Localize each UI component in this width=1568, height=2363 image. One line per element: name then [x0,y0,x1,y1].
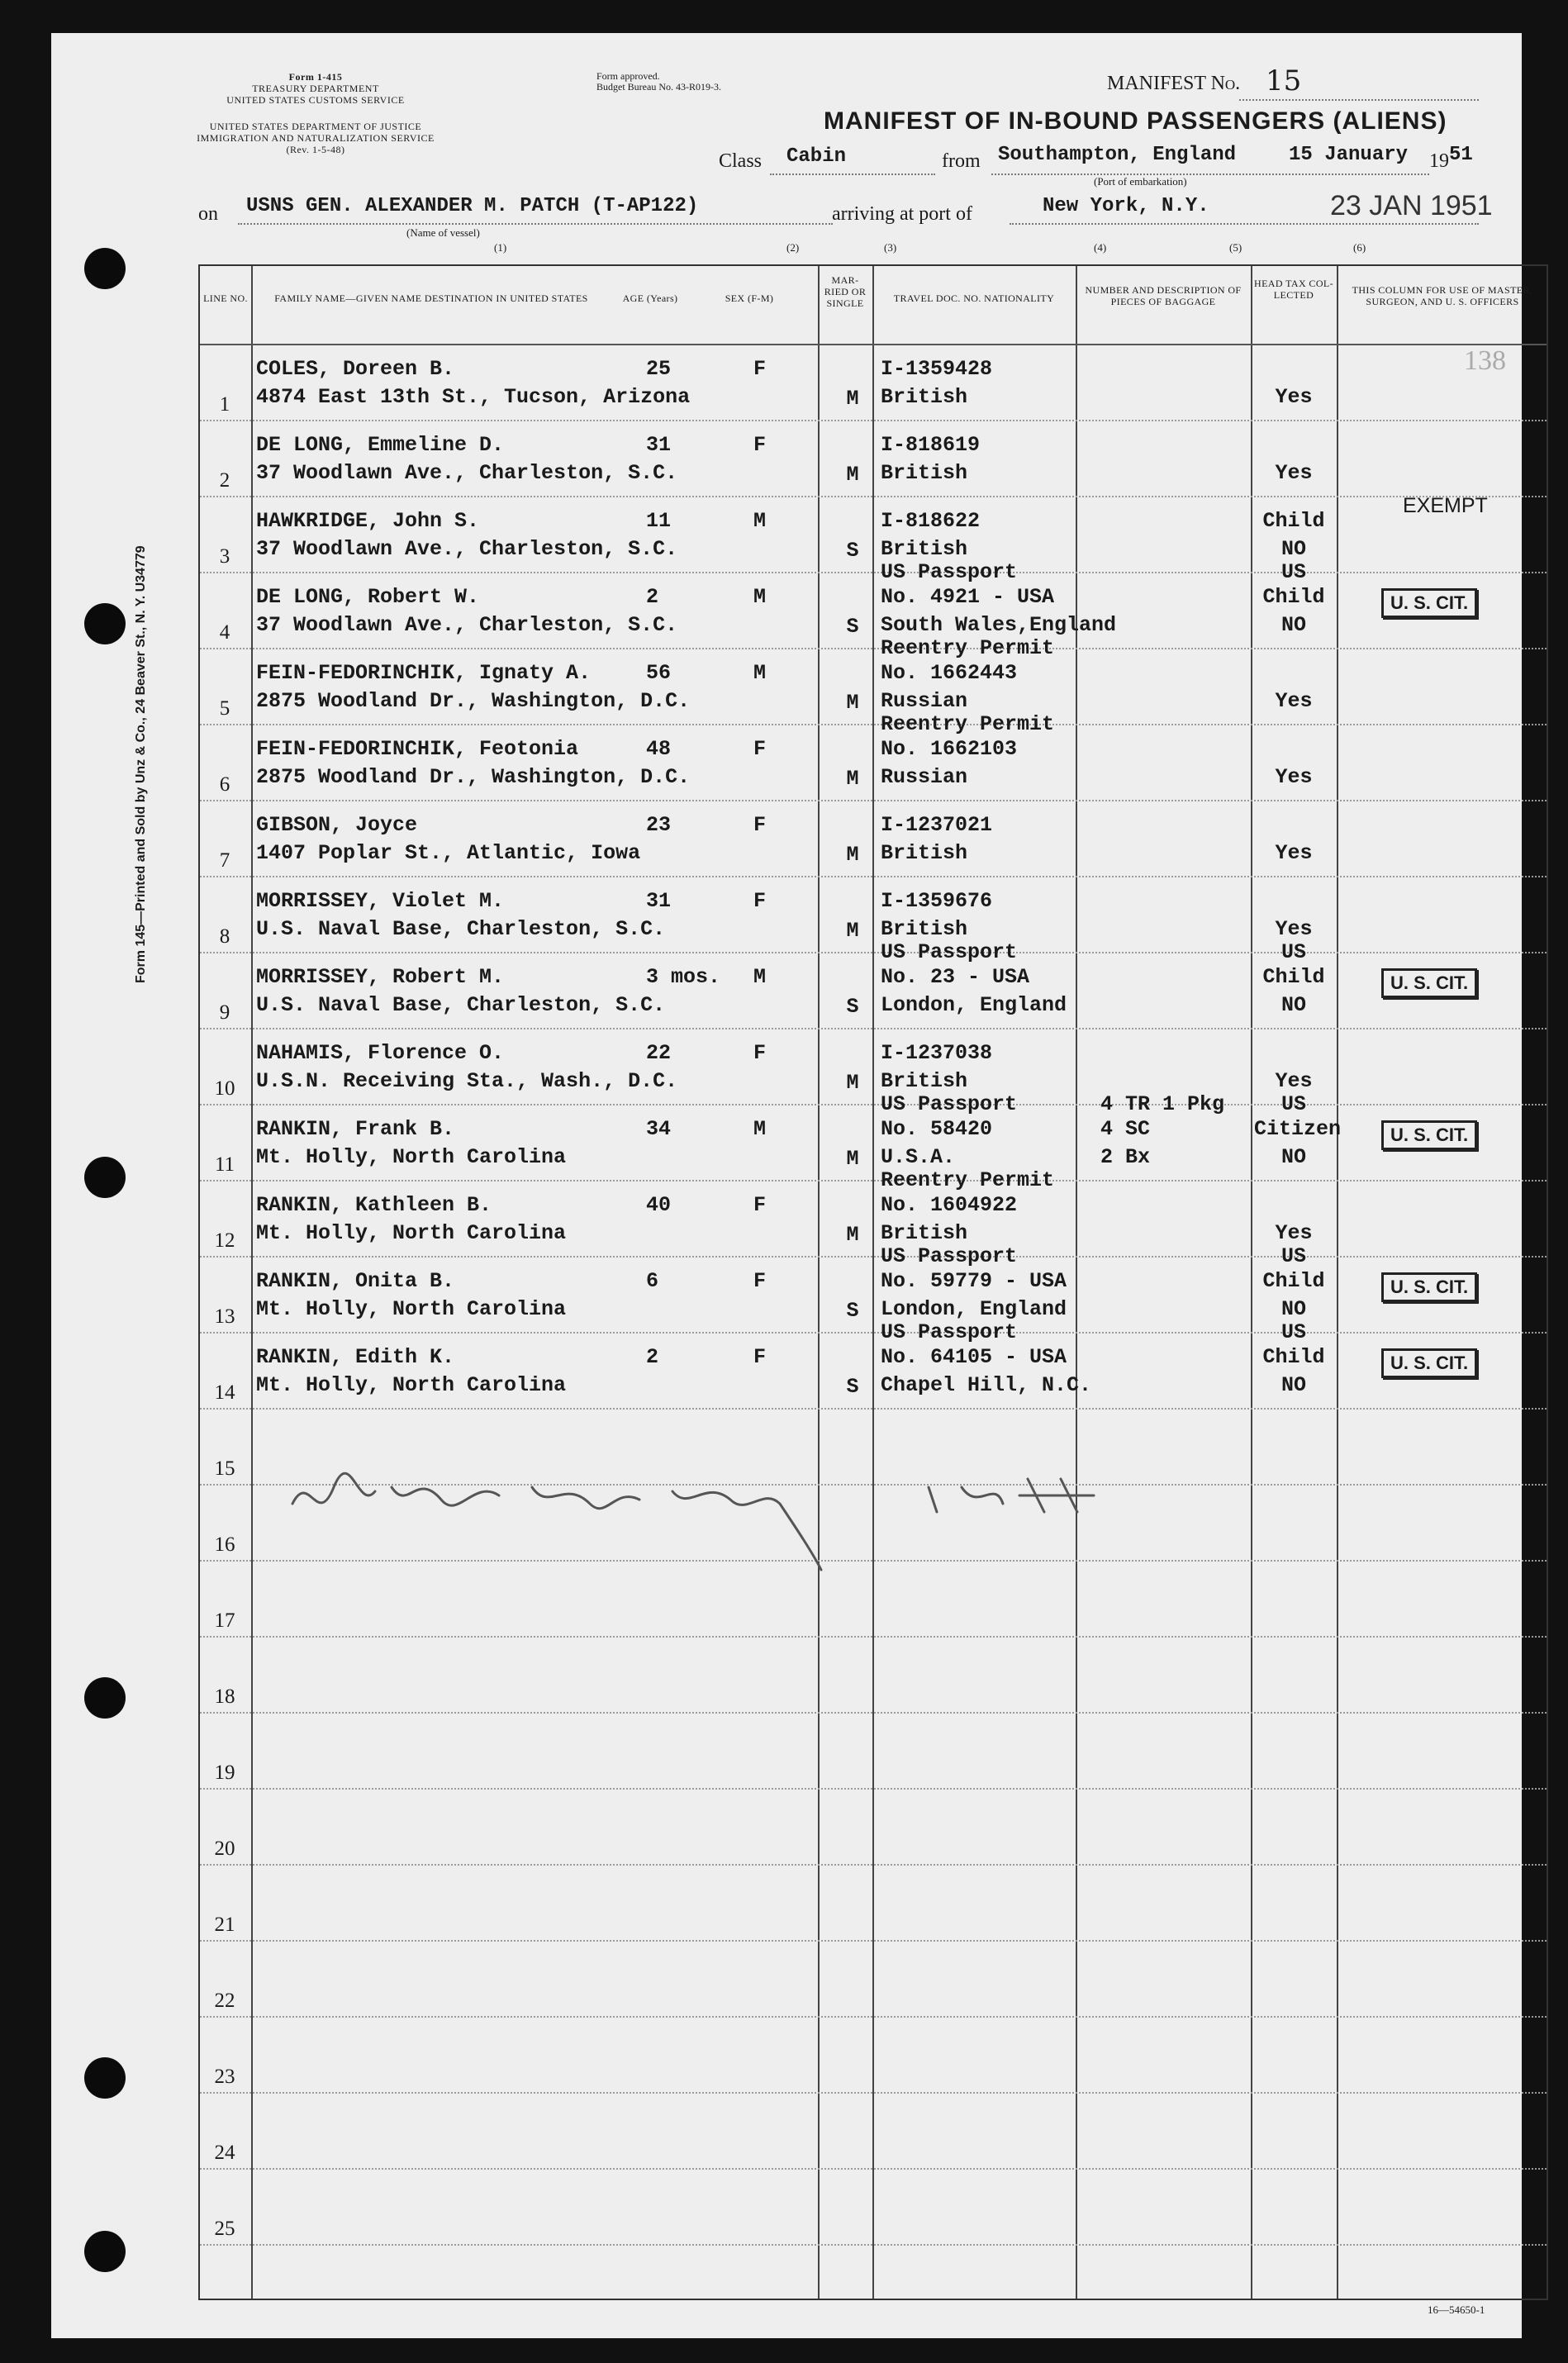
head-tax-line-1: US [1281,1092,1306,1116]
arriving-label: arriving at port of [832,203,972,225]
passenger-sex: M [753,1117,767,1141]
line-number: 8 [219,925,230,948]
travel-doc-type: US Passport [881,940,1018,964]
col-num-4: (4) [1094,241,1107,254]
head-tax-line-3: NO [1281,1297,1306,1321]
manifest-no-line [1239,99,1479,101]
nationality: Chapel Hill, N.C. [881,1373,1092,1397]
form-number: Form 1-415 [288,71,343,83]
passenger-destination: 2875 Woodland Dr., Washington, D.C. [256,765,691,789]
head-tax-line-1: US [1281,560,1306,584]
table-row [200,1092,1547,1182]
passenger-age: 11 [646,509,672,533]
table-row [200,940,1547,1029]
baggage-line-1: 4 TR 1 Pkg [1100,1092,1225,1116]
table-row [200,560,1547,649]
us-citizen-stamp: U. S. CIT. [1381,1272,1477,1302]
marital-status: S [846,1299,859,1323]
passenger-sex: F [753,1269,767,1293]
line-number: 2 [219,469,230,492]
travel-doc-number: No. 64105 - USA [881,1345,1067,1369]
line-number: 1 [219,393,230,416]
travel-doc-number: I-1359676 [881,889,993,913]
travel-doc-number: I-818619 [881,433,981,457]
table-row [200,345,1547,421]
vessel-line [238,223,833,225]
travel-doc-number: No. 1662103 [881,737,1018,761]
col-header-married: MAR-RIED OR SINGLE [824,274,867,309]
passenger-name: FEIN-FEDORINCHIK, Ignaty A. [256,661,592,685]
form-code: 16—54650-1 [1428,2304,1485,2316]
marital-status: M [846,919,859,943]
marital-status: M [846,387,859,411]
us-citizen-stamp: U. S. CIT. [1381,1348,1477,1378]
table-row-empty [200,1866,1547,1942]
passenger-destination: Mt. Holly, North Carolina [256,1221,567,1245]
passenger-sex: M [753,585,767,609]
table-row [200,1244,1547,1334]
line-number: 21 [214,1914,235,1936]
passenger-sex: M [753,965,767,989]
document-title: MANIFEST OF IN-BOUND PASSENGERS (ALIENS) [824,107,1447,135]
nationality: British [881,841,968,865]
head-tax-line-2: Child [1262,1345,1325,1369]
nationality: London, England [881,993,1067,1017]
table-row [200,1168,1547,1258]
form-approved: Form approved. [596,70,660,82]
port-line [1010,223,1479,225]
marital-status: M [846,1223,859,1247]
us-citizen-stamp: U. S. CIT. [1381,968,1477,998]
table-row [200,712,1547,801]
marital-status: M [846,1071,859,1095]
passenger-name: RANKIN, Frank B. [256,1117,455,1141]
col-num-2: (2) [786,241,800,254]
nationality: British [881,1069,968,1093]
passenger-sex: F [753,1041,767,1065]
passenger-name: COLES, Doreen B. [256,357,455,381]
line-number: 5 [219,697,230,720]
head-tax-line-3: NO [1281,537,1306,561]
col-header-baggage: NUMBER AND DESCRIPTION OF PIECES OF BAGGAGE [1085,284,1242,307]
passenger-age: 22 [646,1041,672,1065]
marital-status: S [846,539,859,563]
line-number: 4 [219,621,230,644]
vessel-name: USNS GEN. ALEXANDER M. PATCH (T-AP122) [246,195,699,217]
passenger-age: 48 [646,737,672,761]
head-tax-line-1: US [1281,1320,1306,1344]
line-number: 23 [214,2066,235,2088]
passenger-age: 6 [646,1269,659,1293]
class-label: Class [719,150,763,172]
line-number: 15 [214,1457,235,1480]
line-number: 14 [214,1381,235,1404]
nationality: Russian [881,689,968,713]
table-row [200,801,1547,877]
travel-doc-number: I-818622 [881,509,981,533]
table-row-empty [200,2170,1547,2246]
head-tax-line-2: Citizen [1254,1117,1342,1141]
head-tax-line-3: Yes [1275,1221,1313,1245]
passenger-sex: M [753,661,767,685]
line-number: 3 [219,545,230,568]
passenger-destination: 2875 Woodland Dr., Washington, D.C. [256,689,691,713]
head-tax-line-3: NO [1281,1373,1306,1397]
table-row-empty [200,2094,1547,2170]
passenger-name: MORRISSEY, Robert M. [256,965,505,989]
col-header-name: FAMILY NAME—GIVEN NAME DESTINATION IN UNITED STATES [274,292,588,304]
ins-service: IMMIGRATION AND NATURALIZATION SERVICE [197,132,435,144]
arrival-port: New York, N.Y. [1043,195,1209,217]
line-number: 18 [214,1685,235,1708]
marital-status: M [846,767,859,791]
travel-doc-number: No. 58420 [881,1117,993,1141]
line-number: 9 [219,1001,230,1024]
from-line [991,174,1429,175]
binder-hole [84,603,126,644]
passenger-age: 31 [646,433,672,457]
passenger-destination: 37 Woodlawn Ave., Charleston, S.C. [256,461,678,485]
nationality: British [881,385,968,409]
line-number: 12 [214,1229,235,1252]
passenger-age: 2 [646,1345,659,1369]
head-tax-line-3: Yes [1275,385,1313,409]
table-row [200,1320,1547,1410]
marital-status: M [846,1147,859,1171]
passenger-age: 40 [646,1193,672,1217]
col-header-sex: SEX (F-M) [725,292,774,304]
passenger-name: GIBSON, Joyce [256,813,418,837]
travel-doc-number: No. 1604922 [881,1193,1018,1217]
travel-doc-type: Reentry Permit [881,636,1055,660]
head-tax-line-3: Yes [1275,461,1313,485]
binder-hole [84,2231,126,2272]
port-embark-label: (Port of embarkation) [1094,175,1187,188]
travel-doc-number: I-1237038 [881,1041,993,1065]
passenger-age: 56 [646,661,672,685]
form-approval [596,71,721,93]
head-tax-line-3: NO [1281,1145,1306,1169]
line-number: 7 [219,849,230,872]
travel-doc-type: Reentry Permit [881,712,1055,736]
line-number: 24 [214,2142,235,2164]
passenger-age: 2 [646,585,659,609]
passenger-name: DE LONG, Emmeline D. [256,433,505,457]
passenger-destination: U.S. Naval Base, Charleston, S.C. [256,917,666,941]
col-num-1: (1) [494,241,507,254]
passenger-destination: U.S. Naval Base, Charleston, S.C. [256,993,666,1017]
head-tax-line-3: Yes [1275,917,1313,941]
col-num-6: (6) [1353,241,1366,254]
nationality: South Wales,England [881,613,1117,637]
col-header-travel: TRAVEL DOC. NO. NATIONALITY [893,292,1055,304]
year-prefix: 19 [1429,150,1449,172]
passenger-sex: F [753,889,767,913]
line-number: 25 [214,2218,235,2240]
passenger-sex: M [753,509,767,533]
row-dotted-line [200,2244,1547,2246]
col-header-age: AGE (Years) [622,292,678,304]
class-value: Cabin [786,145,847,168]
nationality: London, England [881,1297,1067,1321]
travel-doc-type: Reentry Permit [881,1168,1055,1192]
passenger-sex: F [753,737,767,761]
binder-hole [84,2057,126,2099]
table-row [200,421,1547,497]
table-row [200,877,1547,953]
baggage-line-3: 2 Bx [1100,1145,1151,1169]
manifest-sheet [51,33,1533,2338]
line-number: 16 [214,1533,235,1556]
passenger-destination: Mt. Holly, North Carolina [256,1145,567,1169]
marital-status: M [846,691,859,715]
table-row-empty [200,1714,1547,1790]
customs-service: UNITED STATES CUSTOMS SERVICE [226,94,405,106]
manifest-table [198,264,1548,2300]
travel-doc-type: US Passport [881,1244,1018,1268]
passenger-name: RANKIN, Kathleen B. [256,1193,492,1217]
passenger-destination: 37 Woodlawn Ave., Charleston, S.C. [256,537,678,561]
travel-doc-number: I-1237021 [881,813,993,837]
arrival-date-stamp: 23 JAN 1951 [1330,190,1493,221]
head-tax-line-2: Child [1262,965,1325,989]
class-line [770,174,935,175]
head-tax-line-3: NO [1281,993,1306,1017]
head-tax-line-2: Child [1262,585,1325,609]
head-tax-line-1: US [1281,1244,1306,1268]
budget-bureau: Budget Bureau No. 43-R019-3. [596,81,721,93]
table-row-empty [200,1942,1547,2018]
line-number: 20 [214,1838,235,1860]
from-value: Southampton, England [998,144,1237,166]
travel-doc-type: US Passport [881,1320,1018,1344]
travel-doc-number: I-1359428 [881,357,993,381]
col-header-line: LINE NO. [203,292,248,304]
travel-doc-number: No. 4921 - USA [881,585,1055,609]
line-number: 17 [214,1609,235,1632]
passenger-name: HAWKRIDGE, John S. [256,509,480,533]
table-row [200,494,1547,573]
us-citizen-stamp: U. S. CIT. [1381,588,1477,618]
binder-hole [84,1677,126,1719]
head-tax-line-3: Yes [1275,765,1313,789]
us-citizen-stamp: U. S. CIT. [1381,1120,1477,1150]
marital-status: S [846,1375,859,1399]
nationality: U.S.A. [881,1145,956,1169]
nationality: British [881,537,968,561]
col-header-officers: THIS COLUMN FOR USE OF MASTER, SURGEON, AND U. S. OFFICERS [1352,284,1533,307]
manifest-label: MANIFEST No. [1107,73,1241,94]
officer-note: 138 [1464,345,1506,376]
line-number: 19 [214,1762,235,1784]
table-row [200,1029,1547,1105]
nationality: British [881,917,968,941]
passenger-age: 25 [646,357,672,381]
on-label: on [198,203,218,225]
justice-header [192,121,440,155]
passenger-name: FEIN-FEDORINCHIK, Feotonia [256,737,579,761]
nationality: Russian [881,765,968,789]
date-value: 15 January [1289,144,1409,166]
handwritten-annotation [284,1454,1193,1586]
vessel-label: (Name of vessel) [406,226,480,239]
head-tax-line-3: NO [1281,613,1306,637]
passenger-sex: F [753,357,767,381]
travel-doc-type: US Passport [881,560,1018,584]
from-label: from [942,150,981,172]
table-row-empty [200,1638,1547,1714]
passenger-destination: 37 Woodlawn Ave., Charleston, S.C. [256,613,678,637]
passenger-name: MORRISSEY, Violet M. [256,889,505,913]
year-value: 51 [1449,144,1473,166]
line-number: 22 [214,1990,235,2012]
passenger-sex: F [753,433,767,457]
travel-doc-number: No. 1662443 [881,661,1018,685]
passenger-age: 3 mos. [646,965,721,989]
head-tax-line-2: Child [1262,1269,1325,1293]
line-number: 11 [214,1153,235,1176]
travel-doc-number: No. 59779 - USA [881,1269,1067,1293]
head-tax-line-3: Yes [1275,689,1313,713]
line-number: 6 [219,773,230,796]
exempt-note: EXEMPT [1403,494,1488,517]
marital-status: S [846,615,859,639]
head-tax-line-3: Yes [1275,841,1313,865]
marital-status: M [846,463,859,487]
col-header-headtax: HEAD TAX COL-LECTED [1254,278,1334,301]
passenger-destination: Mt. Holly, North Carolina [256,1297,567,1321]
baggage-line-2: 4 SC [1100,1117,1151,1141]
table-row-empty [200,1790,1547,1866]
passenger-name: RANKIN, Edith K. [256,1345,455,1369]
binder-hole [84,1157,126,1198]
passenger-sex: F [753,1345,767,1369]
travel-doc-type: US Passport [881,1092,1018,1116]
marital-status: M [846,843,859,867]
table-row-empty [200,2018,1547,2094]
passenger-age: 31 [646,889,672,913]
passenger-name: RANKIN, Onita B. [256,1269,455,1293]
line-number: 13 [214,1305,235,1328]
binder-hole [84,248,126,289]
travel-doc-number: No. 23 - USA [881,965,1030,989]
form-header-left [216,71,415,106]
form-revision: (Rev. 1-5-48) [286,144,345,155]
passenger-sex: F [753,1193,767,1217]
head-tax-line-2: Child [1262,509,1325,533]
marital-status: S [846,995,859,1019]
treasury-dept: TREASURY DEPARTMENT [252,83,379,94]
head-tax-line-3: Yes [1275,1069,1313,1093]
passenger-age: 34 [646,1117,672,1141]
passenger-age: 23 [646,813,672,837]
line-number: 10 [214,1077,235,1100]
justice-dept: UNITED STATES DEPARTMENT OF JUSTICE [209,121,422,132]
nationality: British [881,1221,968,1245]
col-num-5: (5) [1229,241,1243,254]
nationality: British [881,461,968,485]
passenger-destination: 4874 East 13th St., Tucson, Arizona [256,385,691,409]
passenger-name: DE LONG, Robert W. [256,585,480,609]
passenger-name: NAHAMIS, Florence O. [256,1041,505,1065]
manifest-number: 15 [1266,64,1302,97]
passenger-destination: 1407 Poplar St., Atlantic, Iowa [256,841,641,865]
head-tax-line-1: US [1281,940,1306,964]
col-num-3: (3) [884,241,897,254]
passenger-destination: U.S.N. Receiving Sta., Wash., D.C. [256,1069,678,1093]
table-row [200,636,1547,725]
printer-imprint: Form 145—Printed and Sold by Unz & Co., 24 Beaver St., N. Y. U34779 [134,545,148,983]
passenger-sex: F [753,813,767,837]
passenger-destination: Mt. Holly, North Carolina [256,1373,567,1397]
